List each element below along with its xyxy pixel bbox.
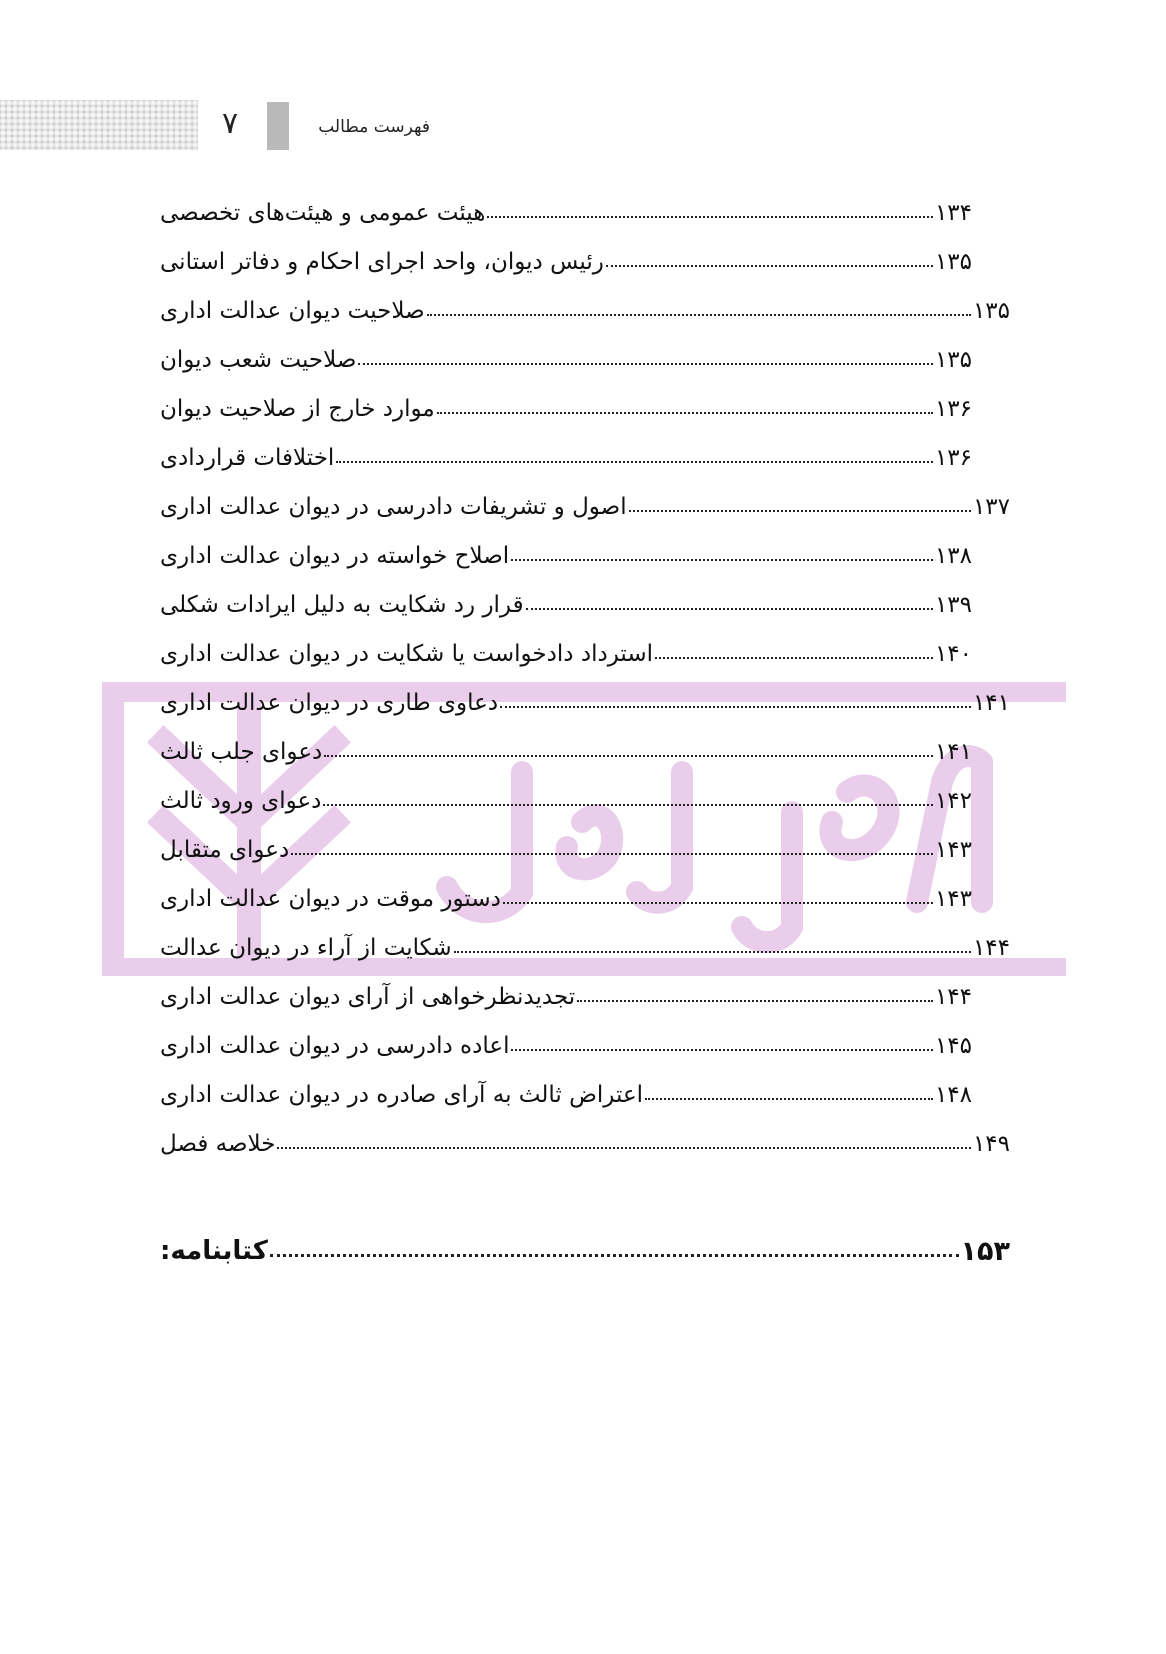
dot-leader xyxy=(503,902,933,904)
dot-leader xyxy=(437,412,933,414)
dot-leader xyxy=(277,1147,970,1149)
toc-entry-page: ۱۳۹ xyxy=(934,591,972,618)
toc-entry[interactable] xyxy=(160,580,1010,629)
toc-entry[interactable] xyxy=(160,727,1010,776)
toc-entry-title: اعاده دادرسی در دیوان عدالت اداری xyxy=(160,1032,510,1059)
toc-entry-title: اصلاح خواسته در دیوان عدالت اداری xyxy=(160,542,510,569)
toc-entry-title: دعوای جلب ثالث xyxy=(160,738,323,765)
toc-entry-page: ۱۳۷ xyxy=(972,493,1010,520)
toc-entry-title: خلاصه فصل xyxy=(160,1130,276,1157)
page-number: ۷ xyxy=(221,106,239,141)
toc-entry-title: صلاحیت شعب دیوان xyxy=(160,346,357,373)
toc-entry-page: ۱۳۵ xyxy=(972,297,1010,324)
dot-leader xyxy=(645,1098,933,1100)
toc-entry[interactable] xyxy=(160,825,1010,874)
dot-leader xyxy=(324,755,933,757)
dot-leader xyxy=(454,951,971,953)
toc-entry-title: اعتراض ثالث به آرای صادره در دیوان عدالت اداری xyxy=(160,1081,644,1108)
toc-entry-page: ۱۴۹ xyxy=(972,1130,1010,1157)
dot-leader xyxy=(577,1000,933,1002)
dot-leader xyxy=(291,853,933,855)
toc-entry-page: ۱۳۶ xyxy=(934,395,972,422)
toc-entry-page: ۱۴۴ xyxy=(934,983,972,1010)
dot-leader xyxy=(336,461,933,463)
header-bar xyxy=(267,102,289,150)
toc-entry-page: ۱۳۸ xyxy=(934,542,972,569)
toc-entry-page: ۱۳۶ xyxy=(934,444,972,471)
toc-entry-title: رئیس دیوان، واحد اجرای احکام و دفاتر استانی xyxy=(160,248,604,275)
dot-leader xyxy=(606,265,933,267)
dot-leader xyxy=(655,657,933,659)
toc-entry-page: ۱۴۴ xyxy=(972,934,1010,961)
dot-leader xyxy=(427,314,971,316)
toc-entry[interactable] xyxy=(160,923,1010,972)
toc-entry-title: شکایت از آراء در دیوان عدالت xyxy=(160,934,452,961)
toc-entry-title: اصول و تشریفات دادرسی در دیوان عدالت اداری xyxy=(160,493,627,520)
toc-entry-title: دستور موقت در دیوان عدالت اداری xyxy=(160,885,501,912)
running-header-title: فهرست مطالب xyxy=(318,117,430,137)
toc-entry[interactable] xyxy=(160,237,1010,286)
dot-leader xyxy=(511,559,933,561)
toc-entry[interactable] xyxy=(160,1070,1010,1119)
toc-entry-page: ۱۴۸ xyxy=(934,1081,972,1108)
toc-entry-page: ۱۴۰ xyxy=(934,640,972,667)
dot-leader xyxy=(487,216,933,218)
toc-entry-title: هیئت عمومی و هیئت‌های تخصصی xyxy=(160,199,486,226)
toc-entry-page: ۱۴۳ xyxy=(934,836,972,863)
bibliography-page: ۱۵۳ xyxy=(960,1235,1010,1267)
toc-entry[interactable] xyxy=(160,1021,1010,1070)
toc-entry[interactable] xyxy=(160,678,1010,727)
toc-entry[interactable] xyxy=(160,531,1010,580)
toc-entry-title: موارد خارج از صلاحیت دیوان xyxy=(160,395,435,422)
toc-entry[interactable] xyxy=(160,776,1010,825)
toc-entry[interactable] xyxy=(160,972,1010,1021)
dot-leader xyxy=(270,1254,959,1257)
header-pattern xyxy=(0,100,198,150)
toc-entry-title: دعوای ورود ثالث xyxy=(160,787,322,814)
bibliography-title: کتابنامه: xyxy=(160,1236,268,1266)
dot-leader xyxy=(500,706,971,708)
toc-entry-title: تجدیدنظرخواهی از آرای دیوان عدالت اداری xyxy=(160,983,576,1010)
dot-leader xyxy=(358,363,933,365)
toc-entry[interactable] xyxy=(160,188,1010,237)
toc-list xyxy=(160,188,1010,1168)
toc-entry-title: استرداد دادخواست یا شکایت در دیوان عدالت اداری xyxy=(160,640,654,667)
toc-entry[interactable] xyxy=(160,335,1010,384)
toc-entry-page: ۱۳۵ xyxy=(934,248,972,275)
toc-entry-page: ۱۳۴ xyxy=(934,199,972,226)
dot-leader xyxy=(629,510,971,512)
toc-entry[interactable] xyxy=(160,384,1010,433)
toc-entry[interactable] xyxy=(160,482,1010,531)
toc-entry-title: صلاحیت دیوان عدالت اداری xyxy=(160,297,425,324)
bibliography-entry[interactable] xyxy=(160,1226,1010,1276)
toc-entry-page: ۱۳۵ xyxy=(934,346,972,373)
toc-entry-page: ۱۴۲ xyxy=(934,787,972,814)
toc-entry-title: قرار رد شکایت به دلیل ایرادات شکلی xyxy=(160,591,524,618)
dot-leader xyxy=(323,804,933,806)
toc-entry-page: ۱۴۵ xyxy=(934,1032,972,1059)
toc-entry[interactable] xyxy=(160,286,1010,335)
toc-entry-page: ۱۴۱ xyxy=(972,689,1010,716)
toc-entry-title: اختلافات قراردادی xyxy=(160,444,335,471)
toc-entry-title: دعاوی طاری در دیوان عدالت اداری xyxy=(160,689,499,716)
dot-leader xyxy=(511,1049,932,1051)
toc-entry-page: ۱۴۳ xyxy=(934,885,972,912)
toc-entry[interactable] xyxy=(160,1119,1010,1168)
toc-entry-title: دعوای متقابل xyxy=(160,836,290,863)
dot-leader xyxy=(526,608,933,610)
toc-entry[interactable] xyxy=(160,629,1010,678)
toc-entry[interactable] xyxy=(160,433,1010,482)
toc-entry[interactable] xyxy=(160,874,1010,923)
toc-entry-page: ۱۴۱ xyxy=(934,738,972,765)
